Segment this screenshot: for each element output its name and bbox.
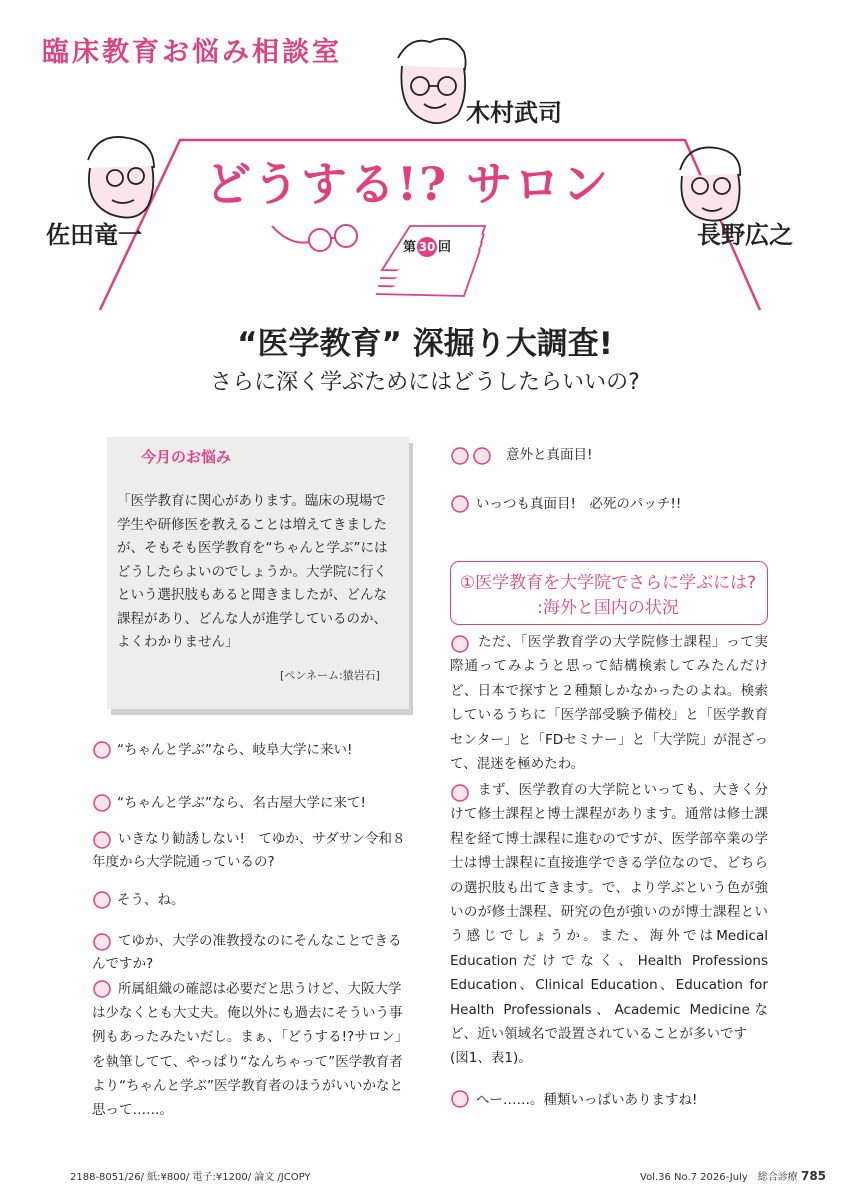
person-name-right: 長野広之 (697, 221, 793, 249)
figure-reference: (図1、表1)。 (450, 1050, 532, 1066)
kimura-speaker-icon (450, 1087, 470, 1109)
salon-title: どうする!? サロン (205, 157, 611, 211)
sada-speaker-icon (450, 492, 470, 514)
sada-speaker-icon (450, 444, 470, 466)
dialog-line: へー……。種類いっぱいありますね! (476, 1092, 698, 1108)
series-title: 臨床教育お悩み相談室 (42, 37, 342, 68)
kimura-speaker-icon (92, 738, 112, 760)
section-heading: ①医学教育を大学院でさらに学ぶには? (459, 573, 757, 593)
issue-prefix: 第 (403, 240, 417, 255)
dialog-line: そう、ね。 (117, 892, 185, 908)
dialog-line: “ちゃんと学ぶ”なら、岐阜大学に来い! (117, 742, 353, 758)
dialog-paragraph: まず、医学教育の大学院といっても、大きく分けて修士課程と博士課程があります。通常は修士課程を経て博士課程に進むのですが、医学部卒業の学士は博士課程に直接進学できる学位なので、どちらの選択肢も出てきます。で、より学ぶという色が強いのが修士課程、研究の色が強いのが博士課程という感じでしょうか。また、海外ではMedical Educationだけでなく、Health Professions Education、Clinical Education、Education for Health Professionals、Academic Medicineなど、近い領域名で設置されていることが多いです (450, 782, 768, 1043)
person-name-left: 佐田竜一 (46, 221, 142, 249)
worry-heading: 今月のお悩み (141, 448, 232, 466)
dialog-paragraph: ただ、「医学教育学の大学院修士課程」って実際通ってみようと思って結構検索してみたんだけど、日本で探すと２種類しかなかったのよね。検索しているうちに「医学部受験予備校」と「医学教育センター」と「FDセミナー」と「大学院」が混ざって、混迷を極めたわ。 (450, 634, 768, 773)
footer-journal: Vol.36 No.7 2026-July 総合診療 (640, 1172, 798, 1183)
nagano-speaker-icon (92, 791, 112, 813)
worry-body: 「医学教育に関心があります。臨床の現場で学生や研修医を教えることは増えてきましたが、そもそも医学教育を“ちゃんと学ぶ”にはどうしたらよいのでしょうか。大学院に行くという選択肢もあると聞きましたが、どんな課程があり、どんな人が進学しているのか、よくわかりません」 (117, 493, 388, 650)
issue-suffix: 回 (438, 240, 452, 255)
worry-signature: [ペンネーム:猿岩石] (280, 669, 380, 682)
nagano-face-icon (680, 147, 740, 220)
kimura-face-icon (398, 39, 466, 123)
person-name-center: 木村武司 (466, 99, 562, 127)
dialog-line: “ちゃんと学ぶ”なら、名古屋大学に来て! (117, 795, 366, 811)
main-title: “医学教育” 深掘り大調査! (237, 326, 613, 362)
sada-speaker-icon (92, 888, 112, 910)
dialog-line: いっつも真面目! 必死のパッチ!! (476, 496, 682, 512)
dialog-line: 意外と真面目! (506, 447, 593, 463)
page-number: 785 (800, 1169, 827, 1183)
section-subheading: :海外と国内の状況 (537, 598, 679, 618)
footer-left: 2188-8051/26/ 紙:¥800/ 電子:¥1200/ 論文 /JCOPY (70, 1172, 311, 1183)
dialog-line: いきなり勧誘しない! てゆか、サダサン令和８年度から大学院通っているの? (92, 831, 406, 870)
dialog-line: てゆか、大学の准教授なのにそんなことできるんですか? (92, 933, 402, 972)
issue-badge (403, 236, 451, 257)
issue-number: 30 (417, 237, 437, 257)
dialog-line: 所属組織の確認は必要だと思うけど、大阪大学は少なくとも大丈夫。俺以外にも過去にそういう事例もあったみたいだし。まぁ、「どうする!?サロン」を執筆してて、やっぱり“なんちゃって”医学教育者より“ちゃんと学ぶ”医学教育者のほうがいいかなと思って……。 (92, 981, 409, 1119)
footer-right (640, 1168, 826, 1183)
kimura-speaker-icon (472, 444, 492, 466)
sada-face-icon (88, 137, 154, 218)
glasses-icon (272, 225, 357, 251)
sub-title: さらに深く学ぶためにはどうしたらいいの? (210, 370, 640, 395)
